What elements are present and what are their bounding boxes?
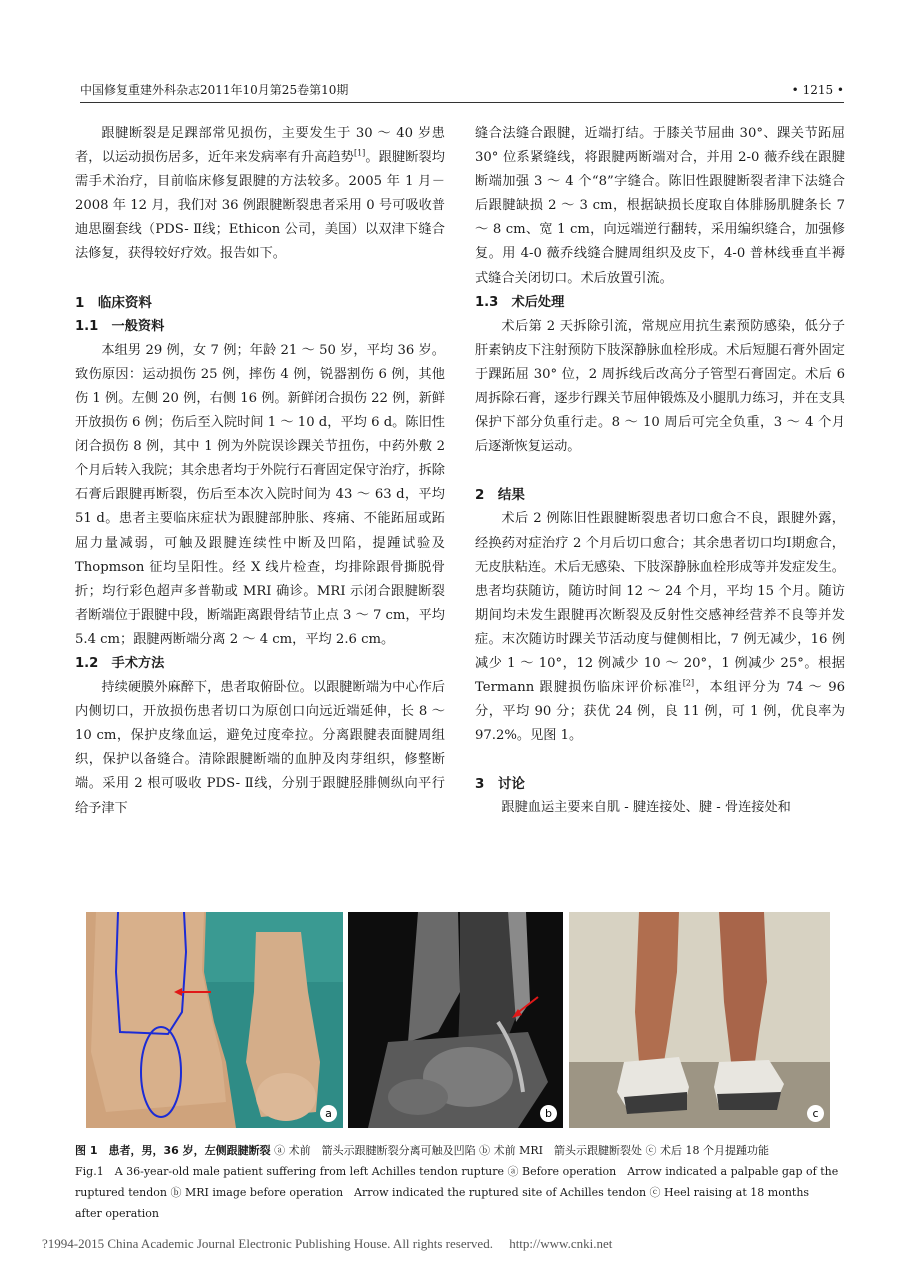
paragraph-postop: 术后第 2 天拆除引流，常规应用抗生素预防感染，低分子肝素钠皮下注射预防下肢深静脉血栓形成。术后短腿石膏外固定于踝跖屈 30° 位，2 周拆线后改高分子管型石膏固定。术后 6 周拆除石膏，逐步行踝关节屈伸锻炼及小腿肌力练习，并在支具保护下部分负重行走。8 ～ 10 周后可完全负重，3 ～ 4 个月后逐渐恢复运动。	[475, 318, 845, 455]
caption-mark-c-en: ⓒ	[649, 1186, 661, 1199]
panel-label-c: c	[807, 1105, 824, 1122]
section-heading-3: 3 讨论	[475, 776, 525, 793]
paragraph-general-data: 本组男 29 例，女 7 例；年龄 21 ～ 50 岁，平均 36 岁。致伤原因：运动损伤 25 例，摔伤 4 例，锐器割伤 6 例，其他伤 1 例。左侧 20 例，右侧 16 例。新鲜闭合损伤 22 例，新鲜开放损伤 6 例；伤后至入院时间 1 ～ 10 d，平均 6 d。陈旧性闭合损伤 8 例，其中 1 例为外院误诊踝关节扭伤，中药外敷 2 个月后转入我院；其余患者均于外院行石膏固定保守治疗，拆除石膏后跟腱再断裂，伤后至本次入院时间为 43 ～ 63 d，平均 51 d。患者主要临床症状为跟腱部肿胀、疼痛、不能跖屈或跖屈力量减弱，可触及跟腱连续性中断及凹陷，提踵试验及 Thopmson 征均呈阳性。经 X 线片检查，均排除跟骨撕脱骨折；均行彩色超声多普勒或 MRI 确诊。MRI 示闭合跟腱断裂者断端位于跟腱中段，断端距离跟骨结节止点 3 ～ 7 cm，平均 5.4 cm；跟腱两断端分离 2 ～ 4 cm，平均 2.6 cm。	[75, 342, 445, 647]
figure-panel-c-photo	[569, 912, 830, 1128]
caption-mark-a: ⓐ	[274, 1144, 286, 1157]
figure-panel-b-mri	[348, 912, 563, 1128]
panel-label-a: a	[320, 1105, 337, 1122]
citation-ref[interactable]: [1]	[353, 148, 366, 158]
paragraph-discussion: 跟腱血运主要来自肌 - 腱连接处、腱 - 骨连接处和	[501, 800, 791, 816]
figure-1	[86, 912, 830, 1128]
caption-mark-b-en: ⓑ	[170, 1186, 182, 1199]
intro-text: 跟腱断裂是足踝部常见损伤，主要发生于 30 ～ 40 岁患者，以运动损伤居多，近年来发病率有升高趋势	[75, 126, 445, 166]
caption-title: 患者，男，36 岁，左侧跟腱断裂	[108, 1144, 271, 1157]
heel-photo-illustration	[86, 912, 343, 1128]
subsection-heading-1-3: 1.3 术后处理	[475, 294, 565, 310]
running-header	[80, 80, 844, 103]
subsection-heading-1-1: 1.1 一般资料	[75, 318, 165, 334]
caption-english	[75, 1161, 839, 1224]
caption-mark-c: ⓒ	[645, 1144, 657, 1157]
right-column	[475, 122, 845, 821]
caption-desc-b-en: MRI image before operation Arrow indicated the ruptured site of Achilles tendon	[184, 1186, 647, 1199]
caption-fig-label: 图 1	[75, 1144, 98, 1157]
section-heading-1: 1 临床资料	[75, 294, 152, 311]
paragraph-results	[475, 507, 845, 748]
intro-text-rest: 。跟腱断裂均需手术治疗，目前临床修复跟腱的方法较多。2005 年 1 月－ 2008 年 12 月，我们对 36 例跟腱断裂患者采用 0 号可吸收普迪思圈套线（PDS- Ⅱ线；Ethicon 公司，美国）以双津下缝合法修复，获得较好疗效。报告如下。	[75, 150, 445, 262]
caption-desc-c: 术后 18 个月提踵功能	[660, 1144, 770, 1157]
caption-title-en: A 36-year-old male patient suffering from left Achilles tendon rupture	[114, 1165, 505, 1178]
paragraph-surgical-method: 持续硬膜外麻醉下，患者取俯卧位。以跟腱断端为中心作后内侧切口，开放损伤患者切口为原创口向远近端延伸，长 8 ～ 10 cm，保护皮缘血运，避免过度牵拉。分离跟腱表面腱周组织，保护以备缝合。清除跟腱断端的血肿及肉芽组织，修整断端。采用 2 根可吸收 PDS- Ⅱ线，分别于跟腱胫腓侧纵向平行给予津下	[75, 680, 445, 816]
subsection-heading-1-2: 1.2 手术方法	[75, 655, 165, 671]
caption-chinese	[75, 1140, 839, 1161]
copyright-footer: ?1994-2015 China Academic Journal Electronic Publishing House. All rights reserved. http://www.cnki.net	[42, 1236, 613, 1251]
journal-title: 中国修复重建外科杂志2011年10月第25卷第10期	[80, 83, 349, 97]
caption-desc-a: 术前 箭头示跟腱断裂分离可触及凹陷	[288, 1144, 476, 1157]
section-heading-2: 2 结果	[475, 487, 525, 504]
heel-raise-illustration	[569, 912, 830, 1128]
caption-mark-b: ⓑ	[479, 1144, 491, 1157]
figure-caption	[75, 1140, 839, 1224]
caption-desc-a-en: Before operation Arrow indicated a palpable gap of the ruptured tendon	[75, 1165, 839, 1199]
citation-ref[interactable]: [2]	[682, 678, 695, 688]
left-column	[75, 122, 445, 821]
intro-paragraph	[75, 122, 445, 267]
figure-panel-a-photo	[86, 912, 343, 1128]
page-number: • 1215 •	[791, 83, 844, 97]
caption-fig-label-en: Fig.1	[75, 1165, 104, 1178]
panel-label-b: b	[540, 1105, 557, 1122]
caption-desc-b: 术前 MRI 箭头示跟腱断裂处	[493, 1144, 643, 1157]
results-text: 术后 2 例陈旧性跟腱断裂患者切口愈合不良，跟腱外露，经换药对症治疗 2 个月后切口愈合；其余患者切口均Ⅰ期愈合，无皮肤粘连。术后无感染、下肢深静脉血栓形成等并发症发生。患者均获随访，随访时间 12 ～ 24 个月，平均 15 个月。随访期间均未发生跟腱再次断裂及反射性交感神经营养不良等并发症。末次随访时踝关节活动度与健侧相比，7 例无减少，16 例减少 1 ～ 10°，12 例减少 10 ～ 20°，1 例减少 25°。根据 Termann 跟腱损伤临床评价标准	[475, 511, 845, 696]
paragraph-surgical-method-cont: 缝合法缝合跟腱，近端打结。于膝关节屈曲 30°、踝关节跖屈 30° 位系紧缝线，将跟腱两断端对合，并用 2-0 薇乔线在跟腱断端加强 3 ～ 4 个“8”字缝合。陈旧性跟腱断裂者津下法缝合后跟腱缺损 2 ～ 3 cm，根据缺损长度取自体腓肠肌腱条长 7 ～ 8 cm、宽 1 cm，向远端逆行翻转，采用编织缝合，加强修复。用 4-0 薇乔线缝合腱周组织及皮下，4-0 普林线垂直半褥式缝合关闭切口。术后放置引流。	[475, 126, 845, 286]
caption-desc-c-en: Heel raising at 18 months after operation	[75, 1186, 810, 1220]
caption-mark-a-en: ⓐ	[507, 1165, 519, 1178]
mri-illustration	[348, 912, 563, 1128]
results-text-rest: ，本组评分为 74 ～ 96 分，平均 90 分；获优 24 例，良 11 例，可 1 例，优良率为 97.2%。见图 1。	[475, 680, 845, 744]
